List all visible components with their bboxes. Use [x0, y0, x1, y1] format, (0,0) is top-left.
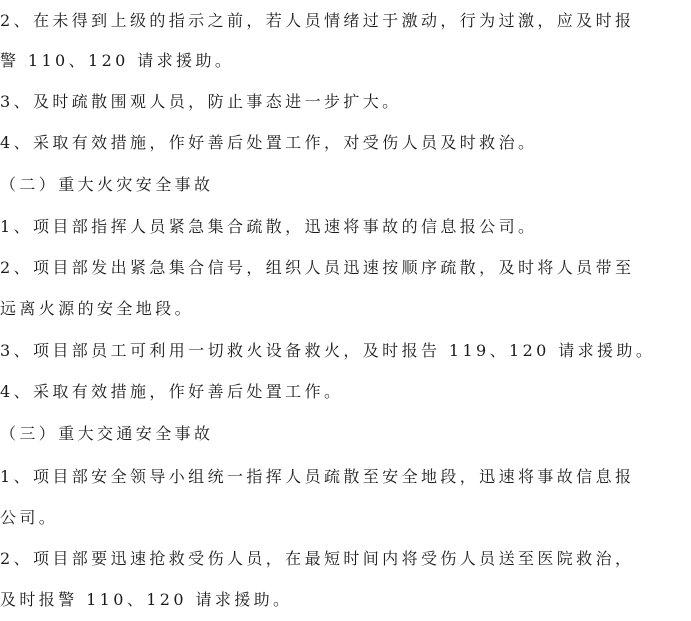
paragraph-line: 1、项目部安全领导小组统一指挥人员疏散至安全地段，迅速将事故信息报	[0, 467, 635, 486]
paragraph-line: 3、项目部员工可利用一切救火设备救火，及时报告 119、120 请求援助。	[0, 341, 656, 360]
section-heading: （三）重大交通安全事故	[0, 424, 214, 443]
paragraph-line: 远离火源的安全地段。	[0, 299, 195, 318]
paragraph-line: 4、采取有效措施，作好善后处置工作，对受伤人员及时救治。	[0, 133, 538, 152]
paragraph-line: 1、项目部指挥人员紧急集合疏散，迅速将事故的信息报公司。	[0, 217, 538, 236]
paragraph-line: 公司。	[0, 508, 59, 527]
paragraph-line: 警 110、120 请求援助。	[0, 51, 235, 70]
paragraph-line: 及时报警 110、120 请求援助。	[0, 590, 293, 609]
paragraph-line: 4、采取有效措施，作好善后处置工作。	[0, 382, 344, 401]
paragraph-line: 2、项目部要迅速抢救受伤人员，在最短时间内将受伤人员送至医院救治，	[0, 549, 635, 568]
section-heading: （二）重大火灾安全事故	[0, 175, 214, 194]
paragraph-line: 3、及时疏散围观人员，防止事态进一步扩大。	[0, 92, 402, 111]
paragraph-line: 2、在未得到上级的指示之前，若人员情绪过于激动，行为过激，应及时报	[0, 11, 635, 30]
paragraph-line: 2、项目部发出紧急集合信号，组织人员迅速按顺序疏散，及时将人员带至	[0, 258, 635, 277]
